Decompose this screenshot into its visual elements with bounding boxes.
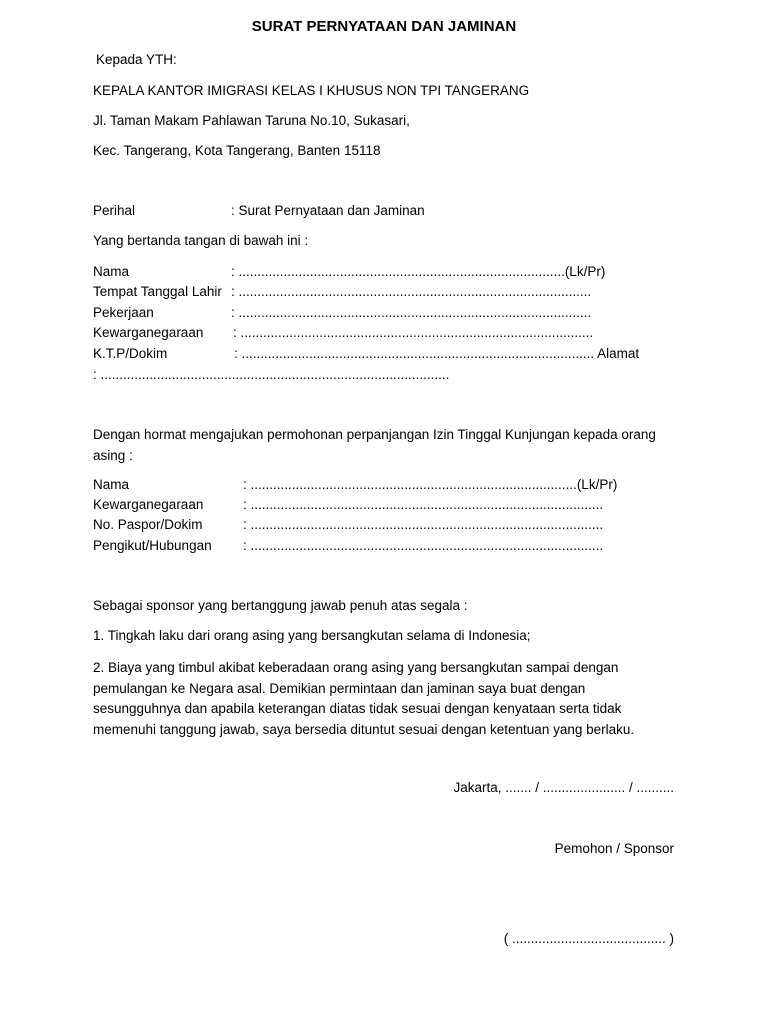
request-paragraph: Dengan hormat mengajukan permohonan perpanjangan Izin Tinggal Kunjungan kepada orang asing : xyxy=(93,427,656,463)
signature-line: ( ......................................... ) xyxy=(503,931,674,946)
foreigner-field-value: : .......................................................................................(Lk/Pr) xyxy=(243,477,618,492)
foreigner-field-label: No. Paspor/Dokim xyxy=(93,517,203,532)
foreigner-field-value: : .............................................................................................. xyxy=(243,497,604,512)
foreigner-field-label: Pengikut/Hubungan xyxy=(93,538,212,553)
recipient-salutation: Kepada YTH: xyxy=(96,52,177,67)
recipient-address-line1: Jl. Taman Makam Pahlawan Taruna No.10, Sukasari, xyxy=(93,113,410,128)
sponsor-field-value: : .............................................................................................. Alamat xyxy=(234,346,640,361)
recipient-address-line2: Kec. Tangerang, Kota Tangerang, Banten 15118 xyxy=(93,143,381,158)
alamat-line: : ............................................................................................. xyxy=(93,367,450,382)
date-line: Jakarta, ....... / ...................... / .......... xyxy=(453,780,674,795)
foreigner-field-label: Kewarganegaraan xyxy=(93,497,204,512)
perihal-label: Perihal xyxy=(93,203,136,218)
sponsor-field-value: : .............................................................................................. xyxy=(233,325,594,340)
document-title: SURAT PERNYATAAN DAN JAMINAN xyxy=(251,18,517,35)
sponsor-field-label: Pekerjaan xyxy=(93,305,154,320)
sponsor-intro: Sebagai sponsor yang bertanggung jawab penuh atas segala : xyxy=(93,598,468,613)
sponsor-field-value: : .......................................................................................(Lk/Pr) xyxy=(231,264,606,279)
foreigner-field-label: Nama xyxy=(93,477,130,492)
sponsor-field-label: K.T.P/Dokim xyxy=(93,346,168,361)
signer-role: Pemohon / Sponsor xyxy=(554,841,674,856)
foreigner-field-value: : .............................................................................................. xyxy=(243,517,604,532)
point-2: 2. Biaya yang timbul akibat keberadaan orang asing yang bersangkutan sampai dengan pemulangan ke Negara asal. Demikian permintaan dan jaminan saya buat dengan sesungguhnya dan apabila keterangan diatas tidak sesuai dengan kenyataan serta tidak memenuhi tanggung jawab, saya bersedia dituntut sesuai dengan ketentuan yang berlaku. xyxy=(93,660,635,737)
recipient-office: KEPALA KANTOR IMIGRASI KELAS I KHUSUS NON TPI TANGERANG xyxy=(93,83,530,98)
undersigned-intro: Yang bertanda tangan di bawah ini : xyxy=(93,233,309,248)
sponsor-field-value: : .............................................................................................. xyxy=(231,284,592,299)
sponsor-field-label: Tempat Tanggal Lahir xyxy=(93,284,222,299)
sponsor-field-label: Nama xyxy=(93,264,130,279)
point-1: 1. Tingkah laku dari orang asing yang bersangkutan selama di Indonesia; xyxy=(93,628,531,643)
perihal-value: : Surat Pernyataan dan Jaminan xyxy=(231,203,425,218)
foreigner-field-value: : .............................................................................................. xyxy=(243,538,604,553)
sponsor-field-label: Kewarganegaraan xyxy=(93,325,204,340)
sponsor-field-value: : .............................................................................................. xyxy=(231,305,592,320)
